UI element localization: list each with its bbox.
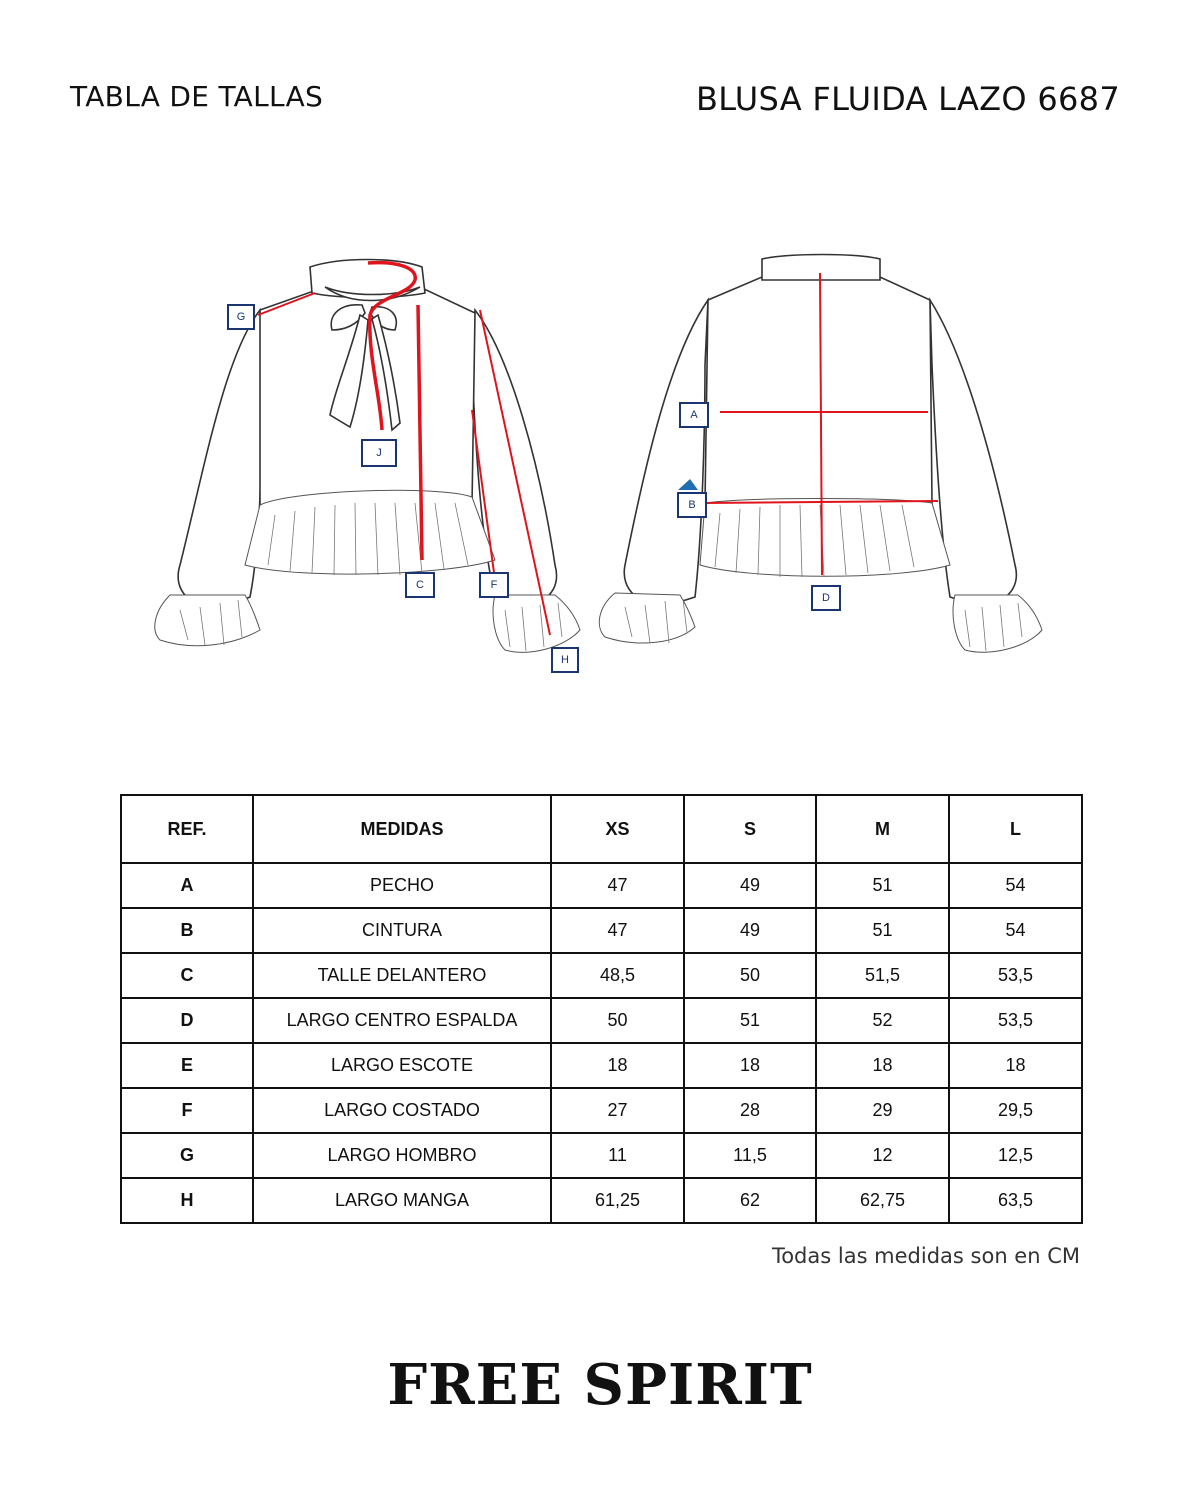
cell-xs: 61,25 [551,1178,684,1223]
cell-measure: PECHO [253,863,551,908]
cell-measure: CINTURA [253,908,551,953]
svg-text:G: G [236,310,246,323]
back-label-d [812,586,840,610]
cell-m: 62,75 [816,1178,949,1223]
table-row [121,908,1082,953]
table-row [121,1088,1082,1133]
cell-ref: E [121,1043,253,1088]
cell-measure: TALLE DELANTERO [253,953,551,998]
table-row [121,863,1082,908]
cell-xs: 11 [551,1133,684,1178]
cell-xs: 27 [551,1088,684,1133]
cell-ref: C [121,953,253,998]
cell-m: 52 [816,998,949,1043]
cell-ref: D [121,998,253,1043]
table-row [121,1178,1082,1223]
cell-s: 62 [684,1178,816,1223]
header-xs: XS [551,795,684,863]
product-name: BLUSA FLUIDA LAZO 6687 [696,80,1120,118]
front-label-j [362,440,396,466]
cell-xs: 50 [551,998,684,1043]
cell-s: 18 [684,1043,816,1088]
header-s: S [684,795,816,863]
cell-l: 18 [949,1043,1082,1088]
table-header-row [121,795,1082,863]
cell-ref: G [121,1133,253,1178]
cell-xs: 18 [551,1043,684,1088]
cell-s: 28 [684,1088,816,1133]
back-view [599,255,1042,653]
front-label-g [228,305,254,329]
svg-text:D: D [822,591,830,604]
front-label-c [406,573,434,597]
cell-s: 49 [684,908,816,953]
cell-s: 51 [684,998,816,1043]
back-label-a [680,403,708,427]
front-label-f [480,573,508,597]
svg-text:F: F [490,578,498,591]
brand-logo: FREE SPIRIT [387,1352,813,1418]
back-label-b [678,493,706,517]
svg-text:J: J [376,446,382,459]
cell-l: 12,5 [949,1133,1082,1178]
cell-m: 29 [816,1088,949,1133]
header-ref: REF. [121,795,253,863]
cell-s: 50 [684,953,816,998]
cell-xs: 47 [551,863,684,908]
cell-m: 51 [816,863,949,908]
cell-l: 29,5 [949,1088,1082,1133]
garment-diagram [150,235,1060,685]
header-m: M [816,795,949,863]
front-label-h [552,648,578,672]
table-row [121,998,1082,1043]
cell-xs: 47 [551,908,684,953]
cell-ref: A [121,863,253,908]
units-note: Todas las medidas son en CM [771,1244,1080,1268]
cell-m: 12 [816,1133,949,1178]
cell-ref: H [121,1178,253,1223]
cell-measure: LARGO HOMBRO [253,1133,551,1178]
cell-m: 51 [816,908,949,953]
cell-l: 63,5 [949,1178,1082,1223]
cell-measure: LARGO ESCOTE [253,1043,551,1088]
cell-ref: B [121,908,253,953]
table-row [121,1043,1082,1088]
table-row [121,1133,1082,1178]
cell-s: 49 [684,863,816,908]
cell-l: 54 [949,863,1082,908]
svg-text:C: C [416,578,424,591]
cell-s: 11,5 [684,1133,816,1178]
svg-text:B: B [688,498,696,511]
cell-xs: 48,5 [551,953,684,998]
svg-text:A: A [690,408,698,421]
header-medidas: MEDIDAS [253,795,551,863]
cell-m: 18 [816,1043,949,1088]
chart-title: TABLA DE TALLAS [70,80,324,113]
header-l: L [949,795,1082,863]
cell-l: 53,5 [949,998,1082,1043]
front-view [155,260,580,673]
cell-ref: F [121,1088,253,1133]
cell-l: 53,5 [949,953,1082,998]
cell-measure: LARGO COSTADO [253,1088,551,1133]
size-table [120,794,1083,1224]
table-row [121,953,1082,998]
cell-measure: LARGO CENTRO ESPALDA [253,998,551,1043]
cell-l: 54 [949,908,1082,953]
cell-measure: LARGO MANGA [253,1178,551,1223]
svg-text:H: H [561,653,569,666]
cell-m: 51,5 [816,953,949,998]
